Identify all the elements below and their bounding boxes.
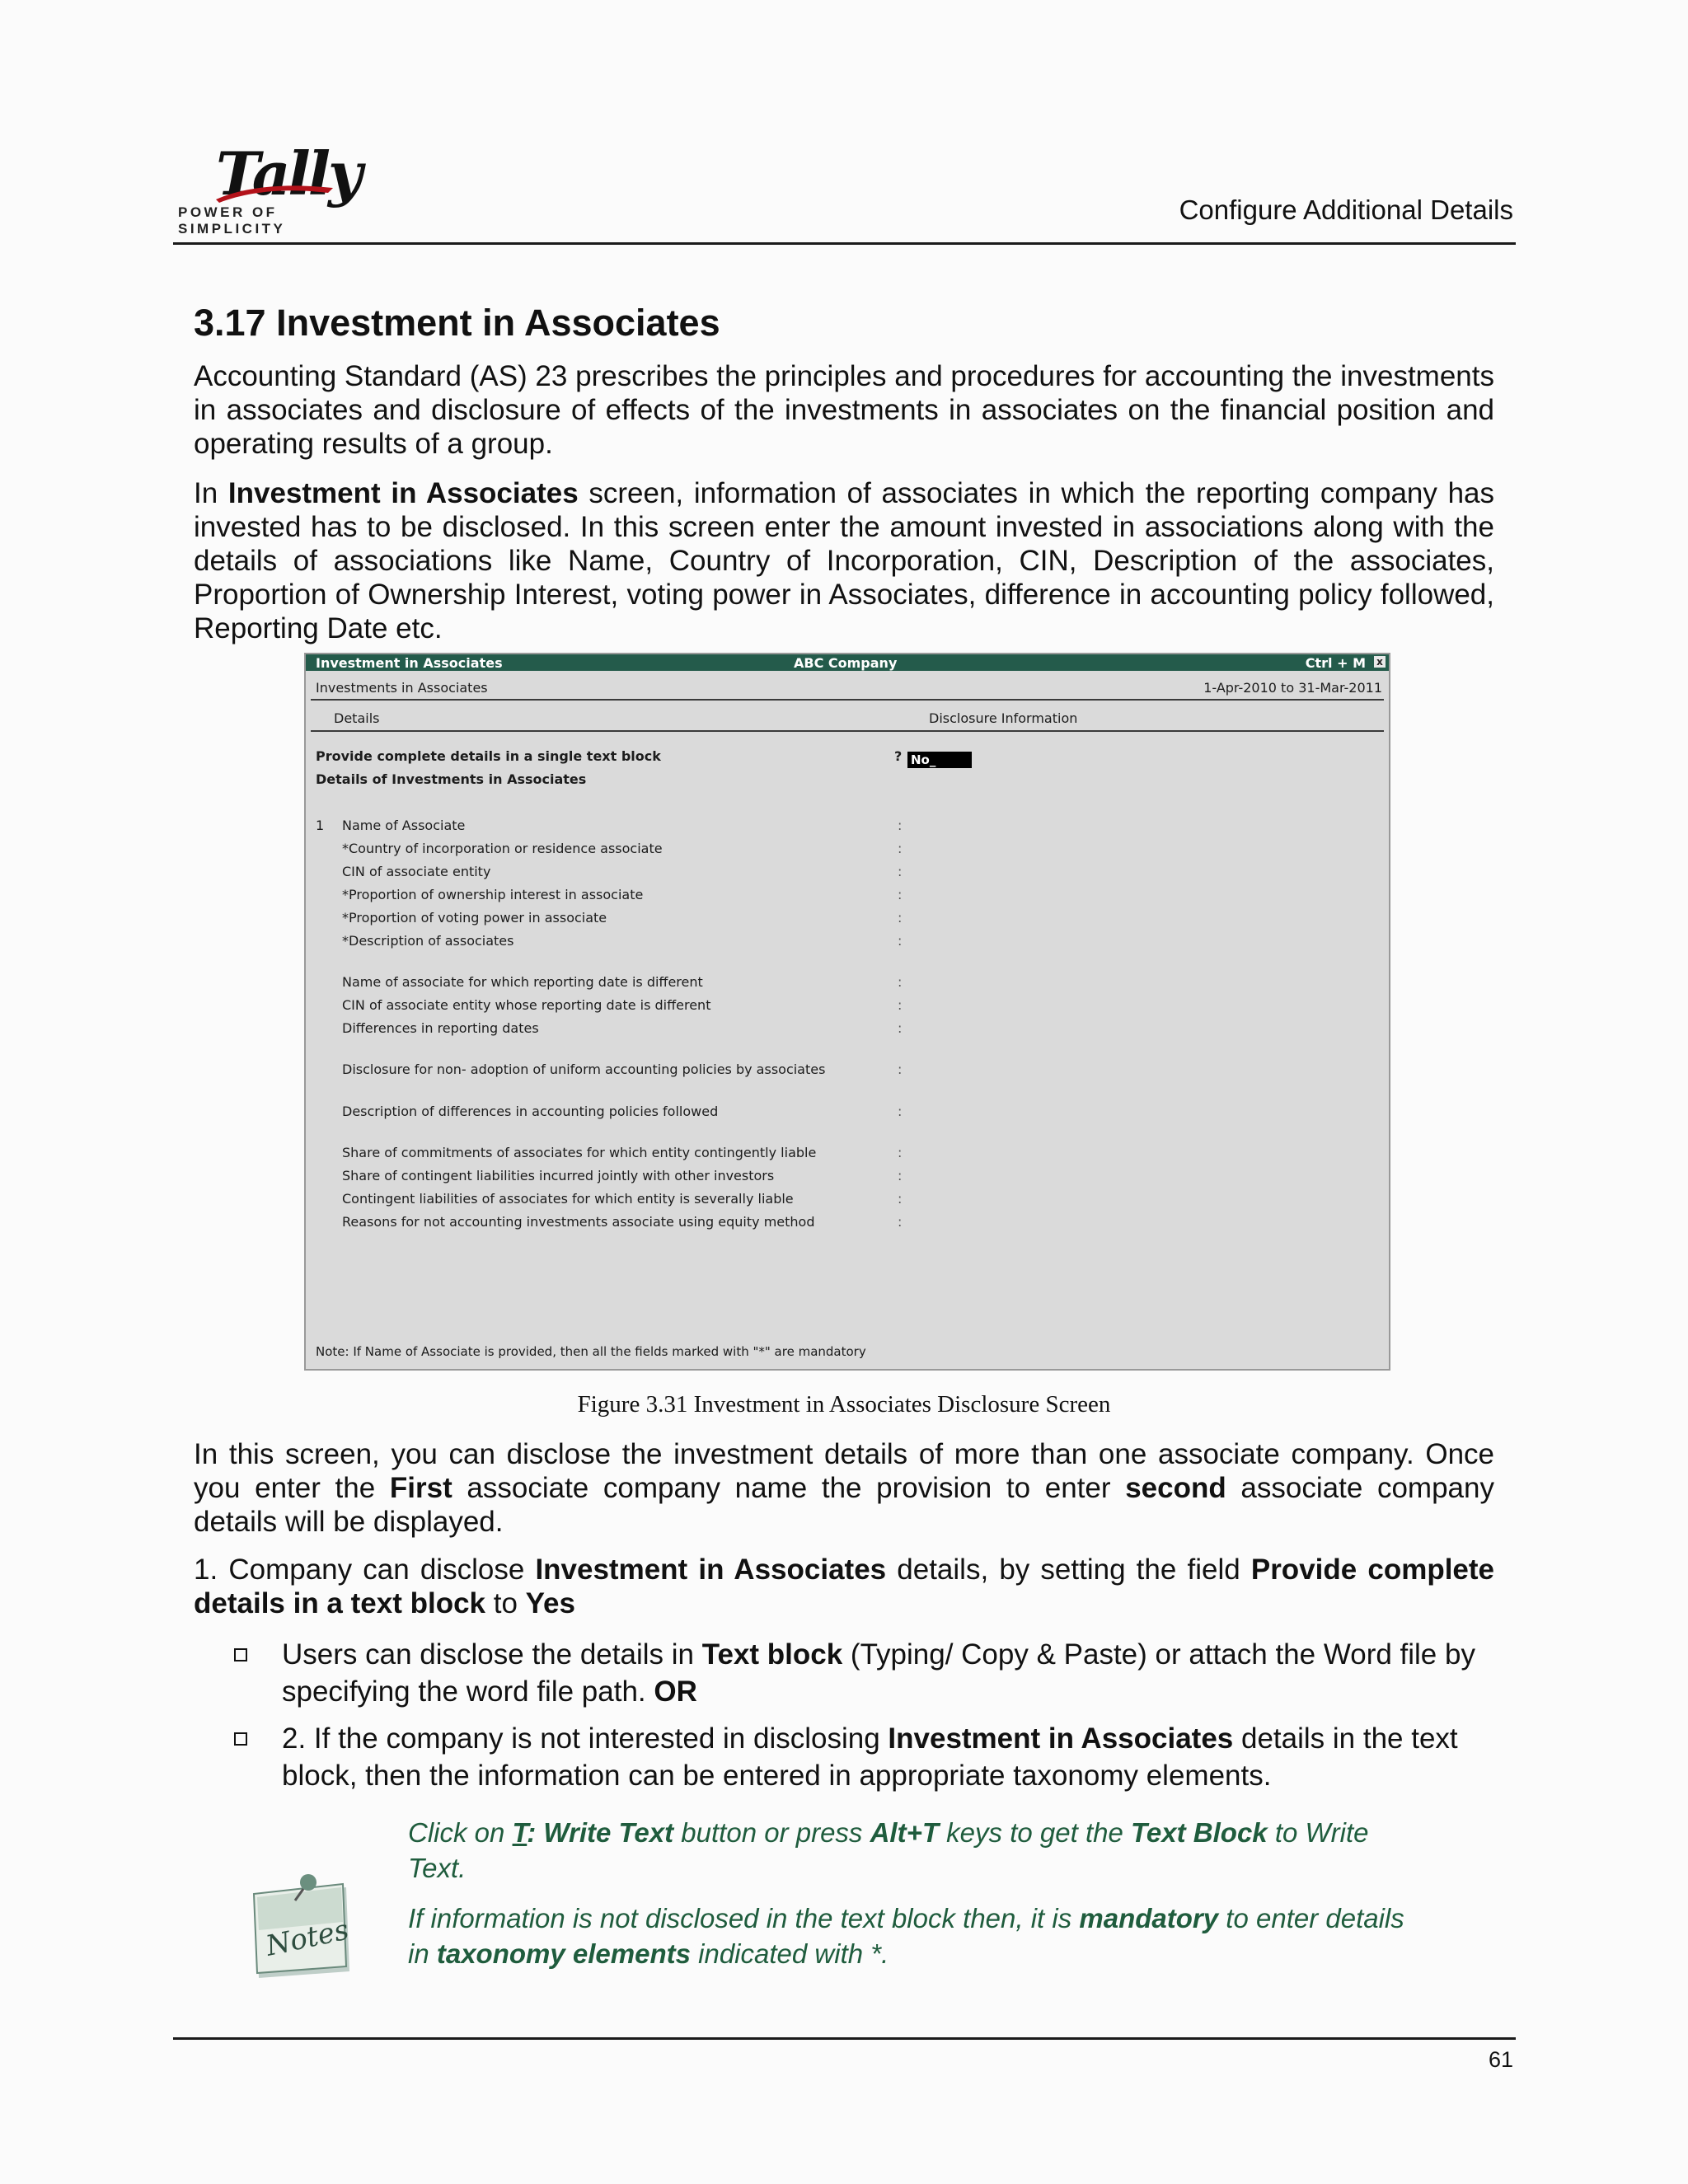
field-label: Name of associate for which reporting date is different <box>342 974 703 990</box>
figure-caption: Figure 3.31 Investment in Associates Disclosure Screen <box>577 1391 1111 1418</box>
list-item: 2. If the company is not interested in disclosing Investment in Associates details in the text block, then the information can be entered in appropriate taxonomy elements. <box>232 1720 1502 1794</box>
footer-rule <box>173 2037 1516 2040</box>
field-value[interactable]: : <box>898 887 903 902</box>
column-details: Details <box>334 710 380 726</box>
bullet-list <box>232 1636 1502 1804</box>
field-label: Contingent liabilities of associates for which entity is severally liable <box>342 1191 794 1207</box>
note-write-text: Click on T: Write Text button or press Alt+T keys to get the Text Block to Write Text. <box>408 1817 1369 1883</box>
field-label: Share of commitments of associates for which entity contingently liable <box>342 1145 817 1160</box>
bold-term: Investment in Associates <box>535 1554 887 1586</box>
close-icon[interactable]: x <box>1374 656 1386 668</box>
screen-description-paragraph: In Investment in Associates screen, information of associates in which the reporting company has invested has to be disclosed. In this screen enter the amount invested in associations along with the details of associations like Name, Country of Incorporation, CIN, Description of the associates, Proportion of Ownership Interest, voting power in Associates, difference in accounting policy followed, Reporting Date etc. <box>194 477 1495 644</box>
field-value[interactable]: : <box>898 910 903 926</box>
field-label: CIN of associate entity whose reporting date is different <box>342 997 711 1013</box>
bold-term: second <box>1125 1472 1226 1504</box>
bullet-square-icon <box>234 1648 247 1661</box>
intro-paragraph: Accounting Standard (AS) 23 prescribes the principles and procedures for accounting the investments in associates and disclosure of effects of the investments in associates on the financial position and operating results of a group. <box>194 360 1494 460</box>
screen-subheader: Investments in Associates <box>316 680 488 696</box>
field-value[interactable]: : <box>898 841 903 856</box>
header-rule <box>173 242 1516 245</box>
bold-term: Investment in Associates <box>227 477 579 509</box>
divider <box>311 730 1384 732</box>
step-1-paragraph: 1. Company can disclose Investment in Associates details, by setting the field Provide complete details in a text block to Yes <box>194 1554 1495 1619</box>
logo-wordmark: Tally <box>216 138 360 209</box>
field-label: Description of differences in accounting policies followed <box>342 1104 719 1119</box>
field-label: *Country of incorporation or residence associate <box>342 841 663 856</box>
mandatory-note: Note: If Name of Associate is provided, then all the fields marked with "*" are mandatory <box>316 1344 866 1359</box>
notes-icon <box>246 1864 369 1988</box>
field-value[interactable]: : <box>898 1191 903 1207</box>
details-heading: Details of Investments in Associates <box>316 771 587 787</box>
page-number: 61 <box>1488 2047 1513 2072</box>
question-mark: ? <box>894 748 903 764</box>
running-header: Configure Additional Details <box>1179 194 1513 225</box>
provide-complete-details-field[interactable]: No_ <box>907 752 972 768</box>
field-label: Share of contingent liabilities incurred jointly with other investors <box>342 1168 775 1183</box>
screen-title: Investment in Associates <box>316 655 503 671</box>
column-disclosure: Disclosure Information <box>929 710 1078 726</box>
bullet-square-icon <box>234 1732 247 1746</box>
field-label: Reasons for not accounting investments associate using equity method <box>342 1214 815 1230</box>
field-value[interactable]: : <box>898 997 903 1013</box>
divider <box>311 699 1384 701</box>
field-label: *Description of associates <box>342 933 514 949</box>
field-label: *Proportion of ownership interest in associate <box>342 887 644 902</box>
notes-icon-label: Notes <box>263 1913 352 1963</box>
tally-logo <box>175 138 373 237</box>
note-mandatory: If information is not disclosed in the text block then, it is mandatory to enter details in taxonomy elements indicated with *. <box>408 1903 1404 1969</box>
bold-term: Provide complete details in a text block <box>194 1554 1495 1619</box>
period-range: 1-Apr-2010 to 31-Mar-2011 <box>1203 680 1382 696</box>
list-item: Users can disclose the details in Text block (Typing/ Copy & Paste) or attach the Word file by specifying the word file path. OR <box>232 1636 1502 1710</box>
field-value[interactable]: : <box>898 1168 903 1183</box>
shortcut-label: Ctrl + M <box>1305 655 1366 671</box>
investment-in-associates-screen <box>304 653 1390 1371</box>
logo-swoosh-icon <box>213 180 336 204</box>
field-label: Name of Associate <box>342 818 466 833</box>
field-value[interactable]: : <box>898 1104 903 1119</box>
field-value[interactable]: : <box>898 818 903 833</box>
field-value[interactable]: : <box>898 864 903 879</box>
section-title: 3.17 Investment in Associates <box>194 302 720 344</box>
field-label: *Proportion of voting power in associate <box>342 910 607 926</box>
logo-tagline: POWER OF SIMPLICITY <box>178 204 286 237</box>
bold-term: First <box>389 1472 452 1504</box>
field-value[interactable]: : <box>898 974 903 990</box>
field-label: Disclosure for non- adoption of uniform accounting policies by associates <box>342 1062 826 1077</box>
field-value[interactable]: : <box>898 933 903 949</box>
bold-term: Yes <box>525 1587 575 1619</box>
field-value[interactable]: : <box>898 1062 903 1077</box>
multi-associate-paragraph: In this screen, you can disclose the investment details of more than one associate company. Once you enter the First associate company name the provision to enter second associate company details will be displayed. <box>194 1438 1494 1538</box>
field-value[interactable]: : <box>898 1145 903 1160</box>
company-name: ABC Company <box>794 655 898 671</box>
field-label: CIN of associate entity <box>342 864 491 879</box>
screen-title-bar <box>306 654 1389 671</box>
field-value[interactable]: : <box>898 1214 903 1230</box>
field-label: Differences in reporting dates <box>342 1020 539 1036</box>
field-value[interactable]: : <box>898 1020 903 1036</box>
provide-complete-details-label: Provide complete details in a single text block <box>316 748 661 764</box>
item-number: 1 <box>316 818 325 833</box>
